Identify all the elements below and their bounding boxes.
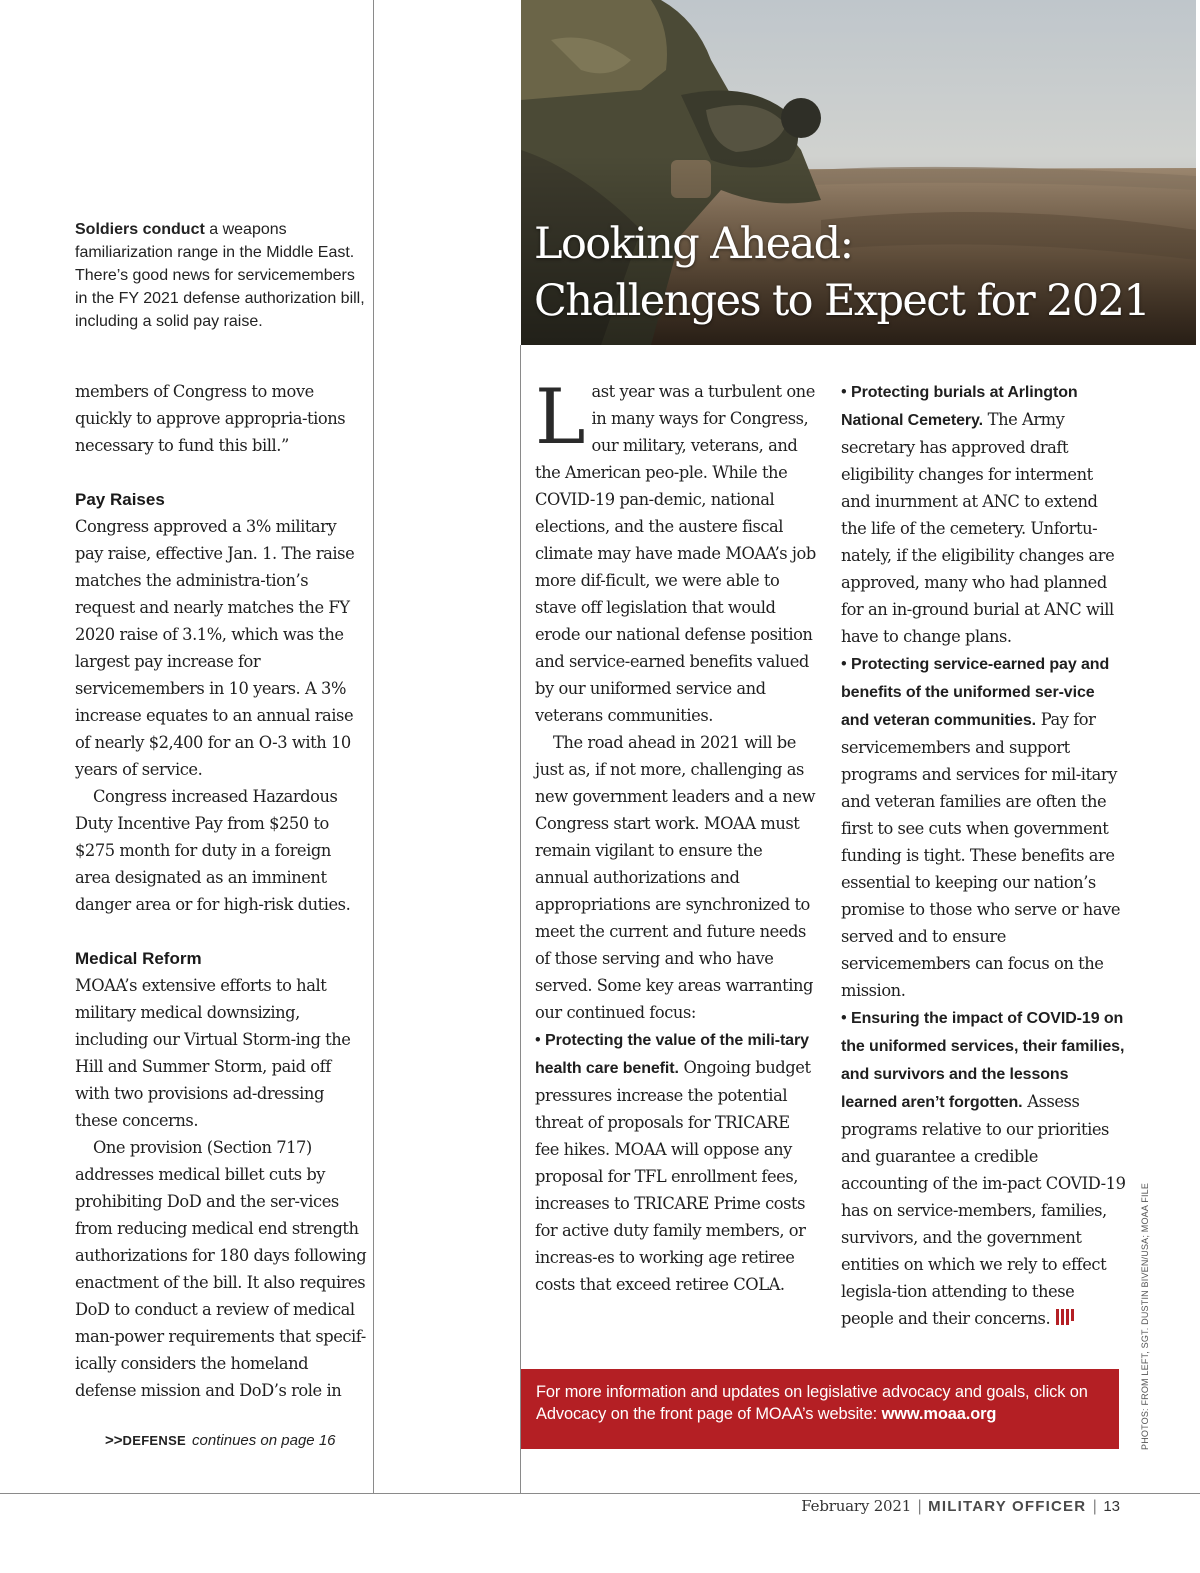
footer-rule (0, 1493, 1200, 1494)
title-line-2: Challenges to Expect for 2021 (534, 276, 1150, 326)
opening-text: ast year was a turbulent one in many ways for Congress, our military, veterans, and the American peo-ple. While the COVID-19 pan-demic, national elections, and the austere fiscal climate may have made MOAA’s job more dif-ficult, we were able to stave off legislation that would erode our national defense position and service-earned benefits valued by our uniformed service and veterans communities. (535, 382, 816, 725)
title-line-1: Looking Ahead: (534, 219, 853, 269)
moaa-website-link[interactable]: www.moaa.org (881, 1405, 997, 1423)
folio-separator: | (1092, 1497, 1098, 1515)
page-number: 13 (1103, 1498, 1120, 1515)
bullet-burials-lead: Protecting burials at Arlington National Cemetery. (841, 384, 1078, 429)
medical-paragraph-2: One provision (Section 717) addresses medical billet cuts by prohibiting DoD and the ser-vices from reducing medical end strength authorizations for 180 days following enactment of the bill. It also requires DoD to conduct a review of medical man-power requirements that specif-ically considers the homeland defense mission and DoD’s role in (75, 1138, 367, 1400)
page-folio (801, 1497, 1120, 1515)
bullet-dot: • (841, 1009, 847, 1027)
bullet-dot: • (841, 655, 847, 673)
road-ahead-paragraph: The road ahead in 2021 will be just as, if not more, challenging as new government leaders and a new Congress start work. MOAA must remain vigilant to ensure the annual authorizations and appropriations are synchronized to meet the current and future needs of those serving and who have served. Some key areas warranting our continued focus: (535, 733, 816, 1022)
medical-reform-heading: Medical Reform (75, 949, 202, 968)
issue-date: February 2021 (801, 1497, 912, 1515)
pay-paragraph-2: Congress increased Hazardous Duty Incentive Pay from $250 to $275 month for duty in a foreign area designated as an imminent danger area or for high-risk duties. (75, 787, 351, 914)
pay-raises-heading: Pay Raises (75, 490, 165, 509)
bullet-burials (841, 378, 1126, 650)
left-column (75, 378, 367, 1404)
bullet-pay-benefits-text: Pay for servicemembers and support programs and services for mil-itary and veteran families are often the first to see cuts when government funding is tight. These benefits are essential to keeping our nation’s promise to those who serve or have served and to ensure servicemembers can focus on the mission. (841, 710, 1121, 1000)
continuation-text: continues on page 16 (192, 1432, 336, 1449)
bullet-burials-text: The Army secretary has approved draft eligibility changes for interment and inurnment at ANC to extend the life of the cemetery. Unfortu-nately, if the eligibility changes are approved, many who had planned for an in-ground burial at ANC will have to change plans. (841, 410, 1115, 646)
magazine-name: MILITARY OFFICER (928, 1498, 1087, 1515)
bullet-pay-benefits (841, 650, 1126, 1004)
pay-paragraph-1: Congress approved a 3% military pay raise, effective Jan. 1. The raise matches the administra-tion’s request and nearly matches the FY 2020 raise of 3.1%, which was the largest pay increase for servicemembers in 10 years. A 3% increase equates to an annual raise of nearly $2,400 for an O-3 with 10 years of service. (75, 517, 355, 779)
bullet-health-care-text: Ongoing budget pressures increase the potential threat of proposals for TRICARE fee hikes. MOAA will oppose any proposal for TFL enrollment fees, increases to TRICARE Prime costs for active duty family members, or increas-es to working age retiree costs that exceed retiree COLA. (535, 1058, 811, 1294)
bullet-covid-lead: Ensuring the impact of COVID-19 on the uniformed services, their families, and survivors and the lessons learned aren’t forgotten. (841, 1010, 1125, 1111)
middle-column (535, 372, 817, 1298)
intro-paragraph: members of Congress to move quickly to approve appropria-tions necessary to fund this bill.” (75, 382, 346, 455)
continuation-arrow: >> (105, 1432, 123, 1449)
continuation-note[interactable] (105, 1432, 336, 1449)
bullet-health-care-lead: Protecting the value of the mili-tary health care benefit. (535, 1032, 809, 1077)
bullet-dot: • (841, 383, 847, 401)
opening-paragraph (535, 372, 817, 729)
drop-cap: L (535, 372, 586, 461)
hero-photo (521, 0, 1196, 345)
advocacy-message: For more information and updates on legislative advocacy and goals, click on Advocacy on the front page of MOAA’s website: (536, 1383, 1088, 1423)
advocacy-text (536, 1381, 1111, 1425)
bullet-covid (841, 1004, 1126, 1332)
right-column (841, 378, 1126, 1332)
advocacy-banner (521, 1369, 1119, 1449)
medical-paragraph-1: MOAA’s extensive efforts to halt military medical downsizing, including our Virtual Storm-ing the Hill and Summer Storm, paid off with two provisions ad-dressing these concerns. (75, 976, 351, 1130)
caption-lead: Soldiers conduct (75, 221, 205, 238)
caption-text: a weapons familiarization range in the Middle East. There’s good news for servicemembers in the FY 2021 defense authorization bill, including a solid pay raise. (75, 221, 365, 330)
folio-separator: | (917, 1497, 923, 1515)
bullet-covid-text: Assess programs relative to our priorities and guarantee a credible accounting of the im-pact COVID-19 has on service-members, families, survivors, and the government entities on which we rely to effect legisla-tion attending to these people and their concerns. (841, 1092, 1126, 1328)
bullet-pay-benefits-lead: Protecting service-earned pay and benefits of the uniformed ser-vice and veteran communities. (841, 656, 1110, 729)
bullet-health-care (535, 1026, 817, 1298)
column-rule-left (373, 0, 374, 1494)
column-rule-middle (520, 345, 521, 1494)
continuation-tag: DEFENSE (122, 1433, 187, 1448)
end-mark-icon (1056, 1309, 1074, 1325)
photo-credit: PHOTOS: FROM LEFT, SGT. DUSTIN BIVEN/USA; MOAA FILE (1140, 1182, 1150, 1450)
photo-caption (75, 218, 365, 333)
bullet-dot: • (535, 1031, 541, 1049)
article-title (534, 216, 1149, 330)
